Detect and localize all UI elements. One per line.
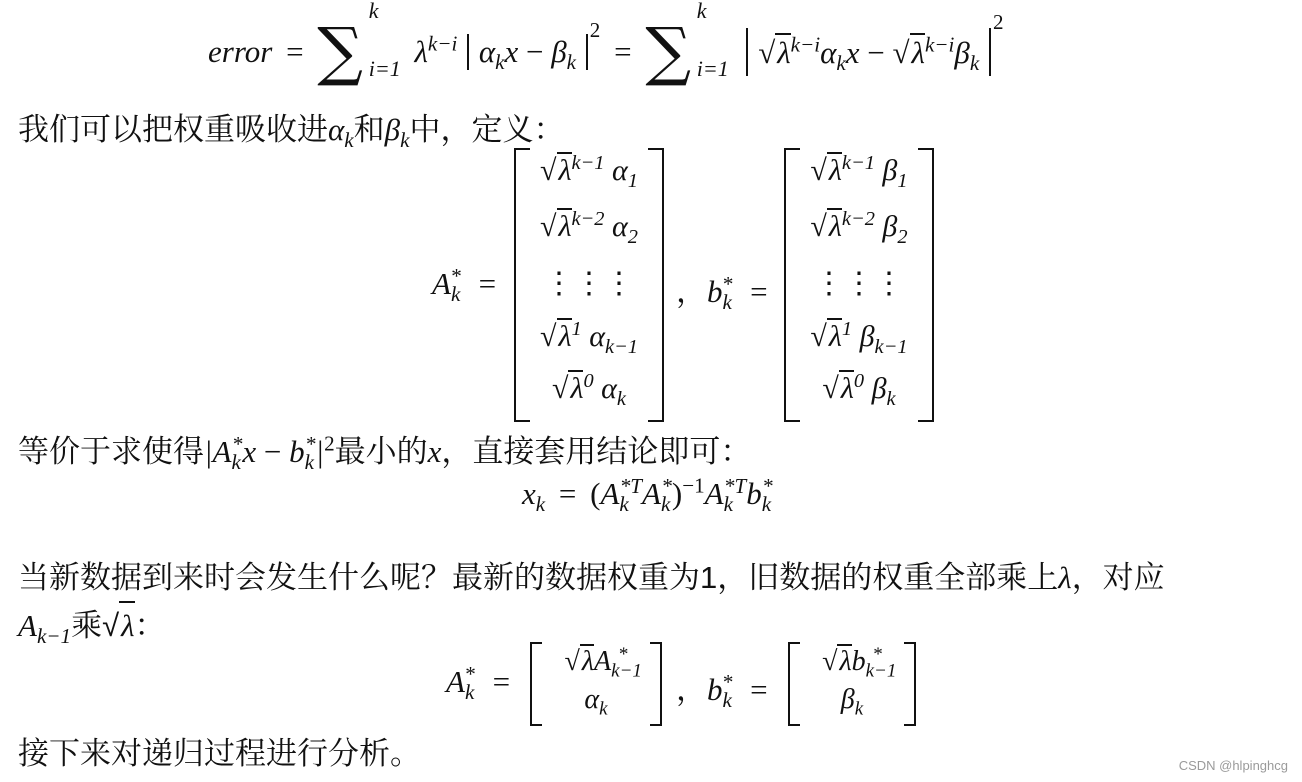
equals-sign-2: = (614, 34, 632, 69)
square-exp-2: 2 (992, 10, 1004, 35)
abs-inner: $\alpha_kx - \beta_k$ (478, 34, 577, 75)
matrix-b (784, 148, 934, 422)
matrix-b-row-3: ⋮⋮⋮ (814, 267, 904, 300)
matrix-a-label: $A_k^*$ = (432, 263, 497, 307)
update-b-row-1: $√\lambda b_{k-1}^*$ (822, 643, 897, 682)
sum-limits-1 (368, 0, 401, 81)
abs-bar-right-2 (989, 28, 991, 76)
matrix-a-row-4: $√\lambda^1$ $\alpha_{k-1}$ (540, 318, 638, 358)
csdn-watermark: CSDN @hlpinghcg (1178, 758, 1288, 773)
lambda-term: $\lambda^{k-i}$ (414, 31, 458, 69)
sum-lower-1: i=1 (368, 56, 401, 81)
abs-bar-left-2 (746, 28, 748, 76)
new-data-paragraph: 当新数据到来时会发生什么呢？最新的数据权重为1，旧数据的权重全部乘上λ，对应 $A_{k-1}$乘√λ： (18, 560, 1165, 649)
abs-bar-left (467, 34, 469, 70)
update-b-row-2: $\beta_k$ (840, 684, 864, 720)
sum-symbol-1: ∑ (317, 15, 363, 89)
sum-symbol-2: ∑ (645, 15, 691, 89)
update-b-label: ，$b_k^*$ = (676, 669, 768, 713)
error-formula (208, 0, 1004, 100)
analysis-sentence: 接下来对递归过程进行分析。 (18, 736, 421, 771)
matrix-b-row-5: $√\lambda^0$ $\beta_k$ (822, 370, 896, 410)
matrix-b-row-4: $√\lambda^1$ $\beta_{k-1}$ (810, 318, 908, 358)
matrix-a-row-1: $√\lambda^{k-1}$ $\alpha_1$ (540, 152, 638, 192)
matrix-a (514, 148, 664, 422)
solution-formula: $x_k = (A_k^{*T}A_k^*)^{-1}A_k^{*T}b_k^*$ (522, 473, 773, 517)
matrix-b-row-1: $√\lambda^{k-1}$ $\beta_1$ (810, 152, 908, 192)
matrix-b-row-2: $√\lambda^{k-2}$ $\beta_2$ (810, 208, 908, 248)
equivalent-sentence: 等价于求使得$|A_k^*x - b_k^*|^2$最小的x，直接套用结论即可： (18, 431, 752, 475)
matrix-b-label: ，$b_k^*$ = (676, 271, 768, 315)
update-a-row-1: $√\lambda A_{k-1}^*$ (564, 643, 642, 682)
matrix-a-row-3: ⋮⋮⋮ (544, 267, 634, 300)
equals-sign: = (286, 34, 304, 69)
matrix-a-row-2: $√\lambda^{k-2}$ $\alpha_2$ (540, 208, 638, 248)
matrix-a-row-5: $√\lambda^0$ $\alpha_k$ (552, 370, 626, 410)
sum-upper-1: k (368, 0, 379, 23)
rhs-inner: $√\lambda^{k-i}\alpha_kx - √\lambda^{k-i}\beta_k$ (758, 32, 980, 76)
update-a-row-2: $\alpha_k$ (584, 684, 608, 720)
abs-bar-right (586, 34, 588, 70)
define-sentence: 我们可以把权重吸收进$\alpha_k$和$\beta_k$中，定义： (18, 112, 565, 153)
error-label: error (208, 34, 273, 69)
sum-limits-2: k i=1 (696, 0, 729, 81)
update-matrix-a (530, 642, 662, 726)
square-exp-1: 2 (589, 18, 601, 43)
update-matrix-b (788, 642, 916, 726)
update-a-label: $A_k^*$ = (446, 661, 511, 705)
